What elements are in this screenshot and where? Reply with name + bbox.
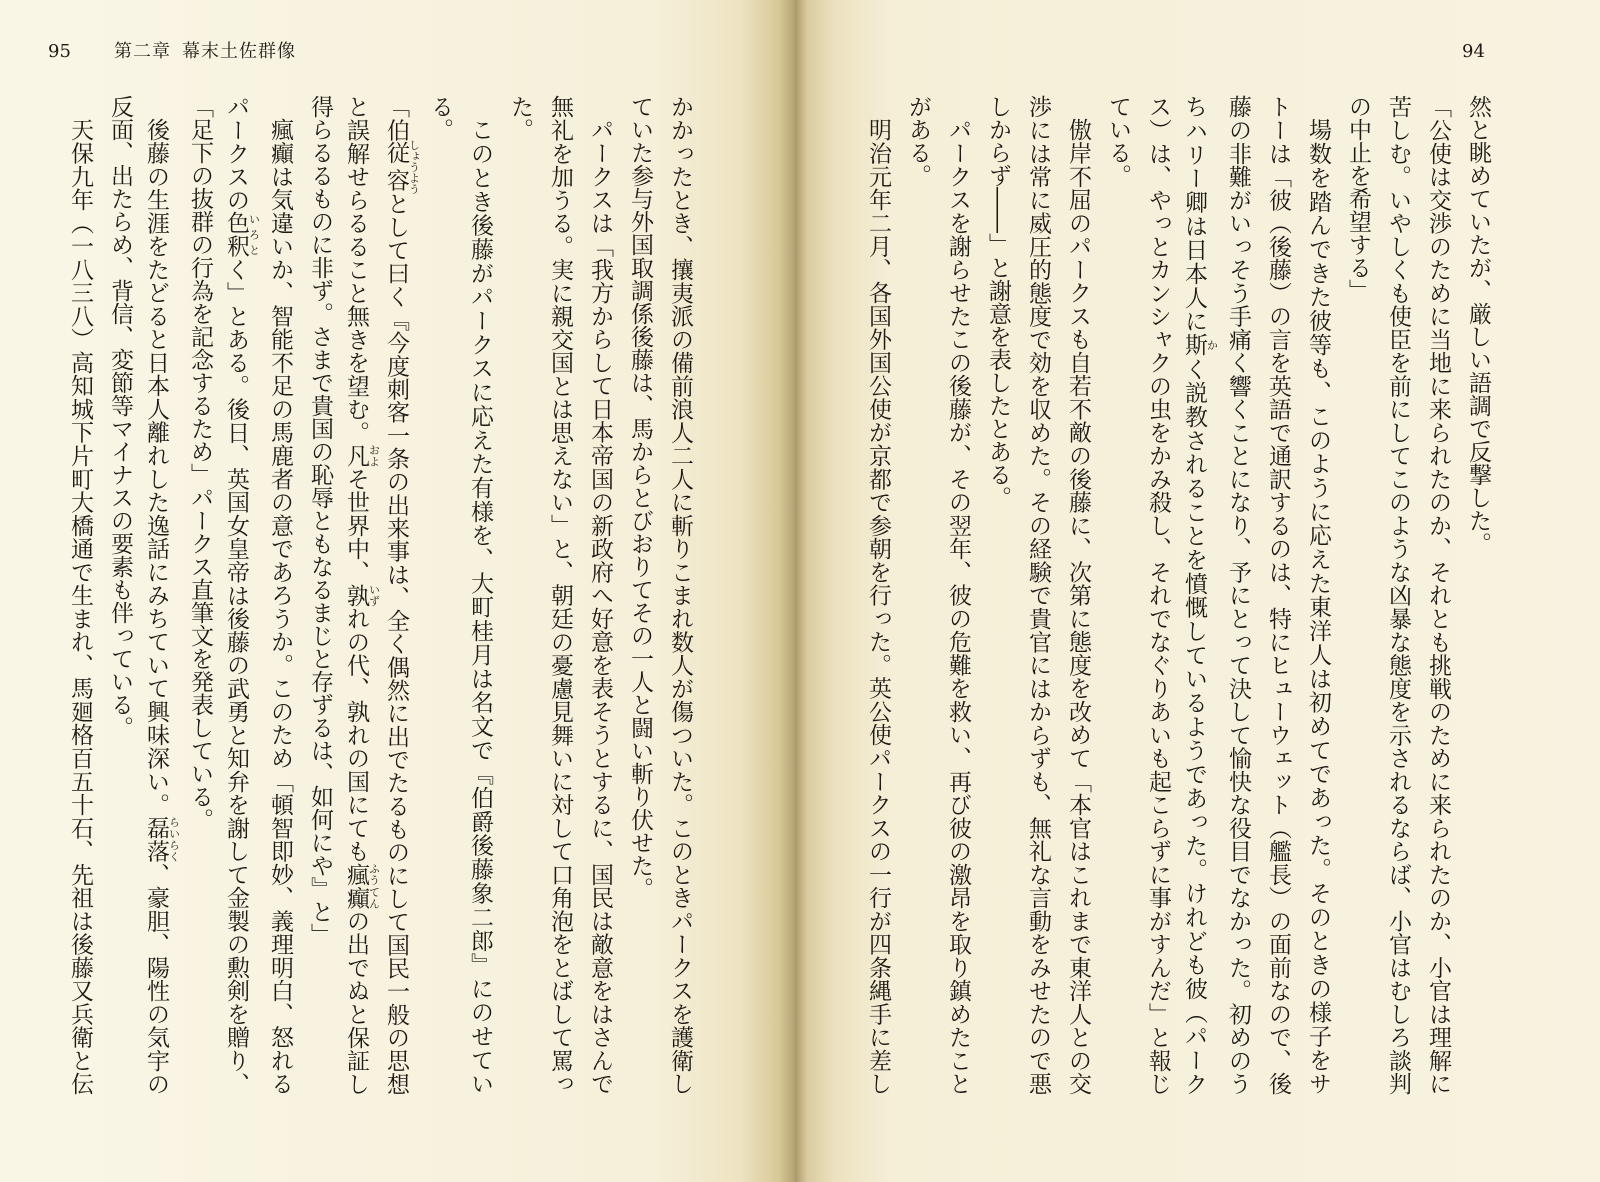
text-run: として曰く『今度刺客一条の出来事は、全く偶然に出でたるものにして国民一般の思想: [383, 191, 409, 1096]
ruby-annotation: [1181, 333, 1219, 358]
text-run: かかったとき、攘夷派の備前浪人二人に斬りこまれ数人が傷ついた。このときパークスを護衛し: [667, 95, 693, 1095]
chapter-title: 幕末土佐群像: [182, 41, 296, 62]
text-run: ていた参与外国取調係後藤は、馬からとびおりてその一人と闘い斬り伏せた。: [627, 95, 653, 900]
ruby-base: 従容: [383, 139, 409, 195]
left-page: [0, 0, 795, 1182]
furigana: ふうてん: [367, 862, 381, 909]
text-line: [1338, 95, 1378, 1095]
text-line: [978, 95, 1018, 1095]
text-run: 「足下の抜群の行為を記念するため」パークス直筆文を発表している。: [187, 95, 213, 831]
ruby-annotation: [143, 816, 181, 863]
ruby-annotation: [343, 862, 381, 910]
text-line: [898, 95, 938, 1095]
ruby-annotation: [223, 211, 261, 258]
ruby-base: 色釈: [223, 211, 249, 258]
text-line: [140, 95, 180, 1095]
text-run: の中止を希望する」: [1345, 95, 1371, 302]
text-run: ちハリー卿は日本人に: [1181, 95, 1207, 334]
ruby-base: 瘋癲: [343, 862, 369, 910]
text-line: [100, 95, 140, 1095]
text-run: 渉には常に威圧的態度で効を収めた。その経験で貴官にはからずも、無礼な言動をみせたので悪: [1025, 95, 1051, 1095]
text-line: [460, 95, 500, 1095]
page-number: 95: [48, 41, 71, 62]
text-run: 然と眺めていたが、厳しい語調で反撃した。: [1465, 95, 1491, 555]
text-run: 「公使は交渉のために当地に来られたのか、それとも挑戦のために来られたのか、小官は理解に: [1425, 95, 1451, 1095]
text-run: る。: [427, 95, 453, 141]
text-line: [1138, 95, 1178, 1095]
text-line: [858, 95, 898, 1095]
text-run: 天保九年（一八三八）高知城下片町大橋通で生まれ、馬廻格百五十石、先祖は後藤又兵衛と伝: [67, 118, 93, 1095]
furigana: およ: [367, 443, 381, 467]
page-number: 94: [1462, 41, 1485, 62]
text-line: [1418, 95, 1458, 1095]
text-run: がある。: [905, 95, 931, 187]
chapter-label: 第二章: [114, 41, 171, 62]
text-line: [220, 95, 260, 1095]
furigana: しょうよう: [407, 139, 421, 195]
text-line: [1218, 95, 1258, 1095]
page-body: [858, 95, 1498, 1095]
text-line: [420, 95, 460, 1095]
text-line: [1058, 95, 1098, 1095]
ruby-base: 凡: [343, 443, 369, 468]
text-run: しからず――」と謝意を表したとある。: [985, 95, 1011, 509]
text-run: 反面、出たらめ、背信、変節等マイナスの要素も伴っている。: [107, 95, 133, 739]
text-line: [540, 95, 580, 1095]
text-line: [938, 95, 978, 1095]
text-run: 「伯: [383, 95, 409, 142]
text-run: パークスは「我方からして日本帝国の新政府へ好意を表そうとするに、国民は敵意をはさんで: [587, 118, 613, 1095]
text-run: 藤の非難がいっそう手痛く響くことになり、予にとって決して愉快な役目でなかった。初めのう: [1225, 95, 1251, 1095]
ruby-annotation: [343, 443, 381, 468]
text-line: [1018, 95, 1058, 1095]
furigana: いず: [367, 583, 381, 607]
text-run: 場数を踏んできた彼等も、このように応えた東洋人は初めてであった。そのときの様子をサ: [1305, 118, 1331, 1095]
text-line: [580, 95, 620, 1095]
text-run: た。: [507, 95, 533, 141]
text-run: く説教されることを憤慨しているようであった。けれども彼（パーク: [1181, 357, 1207, 1096]
text-run: ス）は、やっとカンシャクの虫をかみ殺し、それでなぐりあいも起こらずに事がすんだ」と報じ: [1145, 95, 1171, 1095]
furigana: か: [1205, 333, 1219, 357]
text-line: [180, 95, 220, 1095]
text-line: [660, 95, 700, 1095]
right-page: [795, 0, 1600, 1182]
text-line: [620, 95, 660, 1095]
text-line: [380, 95, 420, 1095]
ruby-base: 孰: [343, 583, 369, 607]
text-run: 、豪胆、陽性の気宇の: [143, 862, 169, 1096]
furigana: いろと: [247, 211, 261, 258]
ruby-annotation: [383, 139, 421, 195]
text-run: 後藤の生涯をたどると日本人離れした逸話にみちていて興味深い。: [143, 118, 169, 817]
text-line: [1378, 95, 1418, 1095]
text-line: [1258, 95, 1298, 1095]
text-run: 傲岸不屈のパークスも自若不敵の後藤に、次第に態度を改めて「本官はこれまで東洋人との交: [1065, 118, 1091, 1095]
text-run: 瘋癲は気違いか、智能不足の馬鹿者の意であろうか。このため「頓智即妙、義理明白、怒れる: [267, 118, 293, 1095]
text-line: [1098, 95, 1138, 1095]
text-run: パークスを謝らせたこの後藤が、その翌年、彼の危難を救い、再び彼の激昂を取り鎮めたこと: [945, 118, 971, 1096]
text-run: パークスの: [223, 95, 249, 212]
text-run: く」とある。後日、英国女皇帝は後藤の武勇と知弁を謝して金製の勲剣を贈り、: [223, 257, 249, 1096]
page-body: [60, 95, 700, 1095]
text-line: [1178, 95, 1218, 1095]
text-run: の出でぬと保証し: [343, 909, 369, 1096]
ruby-base: 斯: [1181, 333, 1207, 358]
text-line: [300, 95, 340, 1095]
text-run: 明治元年二月、各国外国公使が京都で参朝を行った。英公使パークスの一行が四条縄手に差し: [865, 118, 891, 1095]
text-run: トーは「彼（後藤）の言を英語で通訳するのは、特にヒューウェット（艦長）の面前なので、後: [1265, 95, 1291, 1095]
text-line: [260, 95, 300, 1095]
text-run: 得らるるものに非ず。さまで貴国の恥辱ともなるまじと存ずるは、如何にや』と」: [307, 95, 333, 946]
text-run: そ世界中、: [343, 467, 369, 584]
text-run: ている。: [1105, 95, 1131, 187]
text-run: と誤解せらるること無きを望む。: [343, 95, 369, 444]
text-run: 苦しむ。いやしくも使臣を前にしてこのような凶暴な態度を示されるならば、小官はむしろ談判: [1385, 95, 1411, 1095]
text-run: 無礼を加うる。実に親交国とは思えない」と、朝廷の憂慮見舞いに対して口角泡をとばして罵っ: [547, 95, 573, 1095]
text-line: [340, 95, 380, 1095]
ruby-annotation: [343, 583, 381, 607]
text-line: [60, 95, 100, 1095]
ruby-base: 磊落: [143, 816, 169, 863]
text-line: [1298, 95, 1338, 1095]
furigana: らいらく: [167, 816, 181, 863]
text-line: [500, 95, 540, 1095]
text-run: れの代、孰れの国にても: [343, 606, 369, 863]
text-line: [1458, 95, 1498, 1095]
text-run: このとき後藤がパークスに応えた有様を、大町桂月は名文で『伯爵後藤象二郎』にのせてい: [467, 118, 493, 1095]
